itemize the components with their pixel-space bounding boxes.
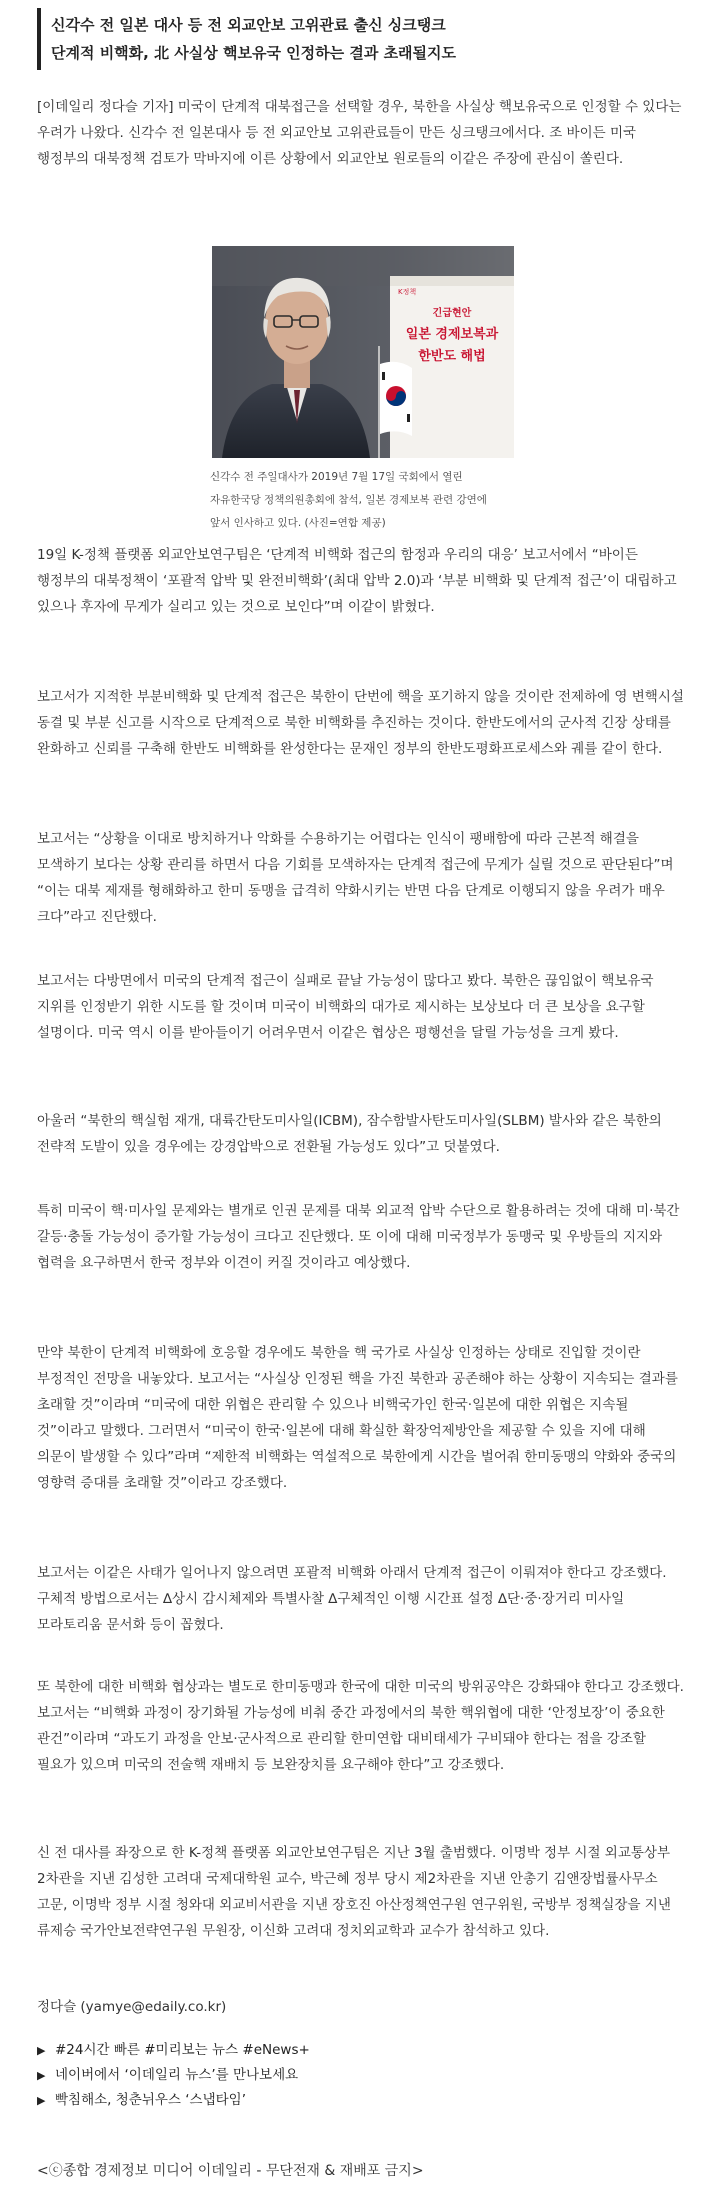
paragraph-lead: [이데일리 정다슬 기자] 미국이 단계적 대북접근을 선택할 경우, 북한을 사실상 핵보유국으로 인정할 수 있다는 우려가 나왔다. 신각수 전 일본대사 등 전 외교안보 고위관료들이 만든 싱크탱크에서다. 조 바이든 미국 행정부의 대북정책 검토가 막바지에 이른 상황에서 외교안보 원로들의 이같은 주장에 관심이 쏠린다. <box>37 99 682 167</box>
paragraph-7: 특히 미국이 핵·미사일 문제와는 별개로 인권 문제를 대북 외교적 압박 수단으로 활용하려는 것에 대해 미·북간 갈등·충돌 가능성이 증가할 가능성이 크다고 진단했다. 또 이에 대해 미국정부가 동맹국 및 우방들의 지지와 협력을 요구하면서 한국 정부와 이견이 커질 것이라고 예상했다. <box>37 1203 680 1271</box>
arrow-right-icon: ▶ <box>37 2044 46 2057</box>
promo-link-label: 빡침해소, 청춘뉘우스 ‘스냅타임’ <box>55 2092 246 2108</box>
arrow-right-icon: ▶ <box>37 2069 46 2082</box>
promo-links <box>37 2038 310 2113</box>
paragraph-11: 신 전 대사를 좌장으로 한 K-정책 플랫폼 외교안보연구팀은 지난 3월 출범했다. 이명박 정부 시절 외교통상부 2차관을 지낸 김성한 고려대 국제대학원 교수, 박근혜 정부 당시 제2차관을 지낸 안총기 김앤장법률사무소 고문, 이명박 정부 시절 청와대 외교비서관을 지낸 장호진 아산정책연구원 연구위원, 국방부 정책실장을 지낸 류제승 국가안보전략연구원 무원장, 이신화 고려대 정치외교학과 교수가 참석하고 있다. <box>37 1845 671 1939</box>
banner-text-3: 한반도 해법 <box>418 349 486 364</box>
photo-illustration <box>212 246 514 458</box>
subtitle-line-2: 단계적 비핵화, 北 사실상 핵보유국 인정하는 결과 초래될지도 <box>51 44 457 62</box>
promo-link-snaptime[interactable] <box>37 2088 310 2113</box>
promo-link-enews[interactable] <box>37 2038 310 2063</box>
banner-brand-text: K정책 <box>398 288 417 296</box>
paragraph-9: 보고서는 이같은 사태가 일어나지 않으려면 포괄적 비핵화 아래서 단계적 접근이 이뤄져야 한다고 강조했다. 구체적 방법으로서는 ∆상시 감시체제와 특별사찰 ∆구체적인 이행 시간표 설정 ∆단·중·장거리 미사일 모라토리움 문서화 등이 꼽혔다. <box>37 1565 667 1633</box>
copyright-notice: <ⓒ종합 경제정보 미디어 이데일리 - 무단전재 & 재배포 금지> <box>37 2163 424 2179</box>
paragraph-4: 보고서는 “상황을 이대로 방치하거나 악화를 수용하기는 어렵다는 인식이 팽배함에 따라 근본적 해결을 모색하기 보다는 상황 관리를 하면서 다음 기회를 모색하자는 단계적 접근에 무게가 실릴 것으로 판단된다”며 “이는 대북 제재를 형해화하고 한미 동맹을 급격히 약화시키는 반면 다음 단계로 이행되지 않을 우려가 매우 크다”라고 진단했다. <box>37 831 674 925</box>
arrow-right-icon: ▶ <box>37 2094 46 2107</box>
subtitle-line-1: 신각수 전 일본 대사 등 전 외교안보 고위관료 출신 싱크탱크 <box>51 16 446 34</box>
article-photo <box>212 246 514 458</box>
reporter-byline: 정다슬 (yamye@edaily.co.kr) <box>37 1999 227 2015</box>
paragraph-6: 아울러 “북한의 핵실험 재개, 대륙간탄도미사일(ICBM), 잠수함발사탄도미사일(SLBM) 발사와 같은 북한의 전략적 도발이 있을 경우에는 강경압박으로 전환될 가능성도 있다”고 덧붙였다. <box>37 1113 662 1155</box>
paragraph-8: 만약 북한이 단계적 비핵화에 호응할 경우에도 북한을 핵 국가로 사실상 인정하는 상태로 진입할 것이란 부정적인 전망을 내놓았다. 보고서는 “사실상 인정된 핵을 가진 북한과 공존해야 하는 상황이 지속되는 결과를 초래할 것”이라며 “미국에 대한 위협은 관리할 수 있으나 비핵국가인 한국·일본에 대한 위협은 지속될 것”이라고 말했다. 그러면서 “미국이 한국·일본에 대해 확실한 확장억제방안을 제공할 수 있을 지에 대해 의문이 발생할 수 있다”라며 “제한적 비핵화는 역설적으로 북한에게 시간을 벌어줘 한미동맹의 약화와 중국의 영향력 증대를 초래할 것”이라고 강조했다. <box>37 1345 678 1491</box>
photo-caption: 신각수 전 주일대사가 2019년 7월 17일 국회에서 열린 자유한국당 정책의원총회에 참석, 일본 경제보복 관련 강연에 앞서 인사하고 있다. (사진=연합 제공) <box>210 471 487 529</box>
paragraph-2: 19일 K-정책 플랫폼 외교안보연구팀은 ‘단계적 비핵화 접근의 함정과 우리의 대응’ 보고서에서 “바이든 행정부의 대북정책이 ‘포괄적 압박 및 완전비핵화’(최대 압박 2.0)과 ‘부분 비핵화 및 단계적 접근’이 대립하고 있으나 후자에 무게가 실리고 있는 것으로 보인다”며 이같이 밝혔다. <box>37 547 677 615</box>
banner-text-2: 일본 경제보복과 <box>405 327 499 342</box>
paragraph-10: 또 북한에 대한 비핵화 협상과는 별도로 한미동맹과 한국에 대한 미국의 방위공약은 강화돼야 한다고 강조했다. 보고서는 “비핵화 과정이 장기화될 가능성에 비춰 중간 과정에서의 북한 핵위협에 대한 ‘안정보장’이 중요한 관건”이라며 “과도기 과정을 안보·군사적으로 관리할 한미연합 대비태세가 구비돼야 한다는 점을 강조할 필요가 있으며 미국의 전술핵 재배치 등 보완장치를 요구해야 한다”고 강조했다. <box>37 1679 684 1773</box>
paragraph-5: 보고서는 다방면에서 미국의 단계적 접근이 실패로 끝날 가능성이 많다고 봤다. 북한은 끊임없이 핵보유국 지위를 인정받기 위한 시도를 할 것이며 미국이 비핵화의 대가로 제시하는 보상보다 더 큰 보상을 요구할 설명이다. 미국 역시 이를 받아들이기 어려우면서 이같은 협상은 평행선을 달릴 가능성을 크게 봤다. <box>37 973 654 1041</box>
promo-link-naver[interactable] <box>37 2063 310 2088</box>
promo-link-label: 네이버에서 ‘이데일리 뉴스’를 만나보세요 <box>55 2067 299 2083</box>
paragraph-3: 보고서가 지적한 부분비핵화 및 단계적 접근은 북한이 단번에 핵을 포기하지 않을 것이란 전제하에 영 변핵시설 동결 및 부분 신고를 시작으로 단계적으로 북한 비핵화를 추진하는 것이다. 한반도에서의 군사적 긴장 상태를 완화하고 신뢰를 구축해 한반도 비핵화를 완성한다는 문재인 정부의 한반도평화프로세스와 궤를 같이 한다. <box>37 689 684 757</box>
promo-link-label: #24시간 빠른 #미리보는 뉴스 #eNews+ <box>55 2042 310 2058</box>
banner-text-1: 긴급현안 <box>432 308 472 319</box>
article-subtitle <box>37 8 697 70</box>
